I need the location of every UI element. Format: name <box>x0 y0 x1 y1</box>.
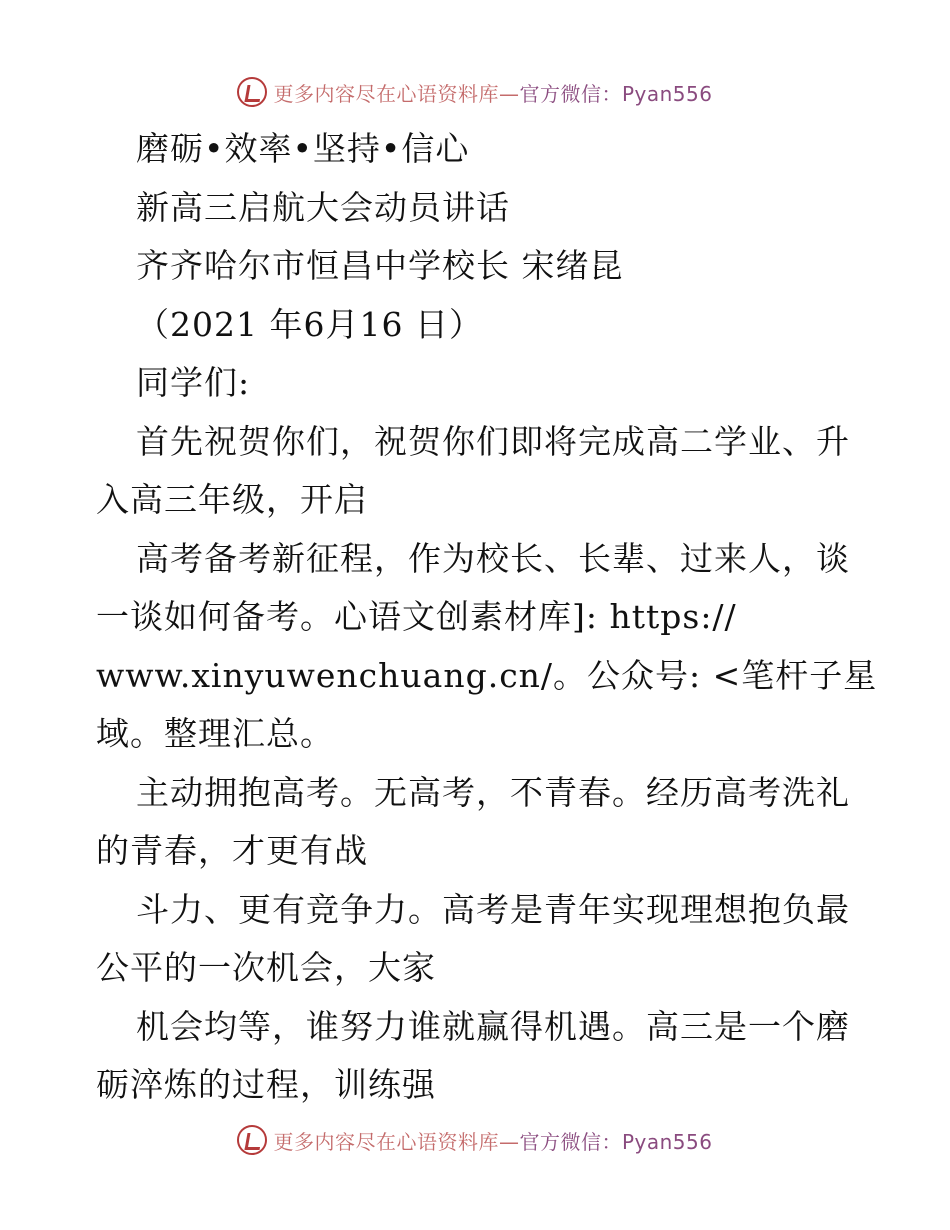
footer-watermark-banner <box>0 1120 950 1160</box>
title-line: 磨砺•效率•坚持•信心 <box>136 129 470 168</box>
paragraph-line: 砺淬炼的过程，训练强 <box>96 1065 436 1104</box>
paragraph-line: 公平的一次机会，大家 <box>96 948 436 987</box>
paragraph-line: 域。整理汇总。 <box>96 714 334 753</box>
paragraph-line: 主动拥抱高考。无高考，不青春。经历高考洗礼 <box>136 772 850 812</box>
paragraph-line: 机会均等，谁努力谁就赢得机遇。高三是一个磨 <box>136 1006 850 1046</box>
paragraph-line: 入高三年级，开启 <box>96 480 368 519</box>
header-watermark-banner <box>0 72 950 112</box>
paragraph-line: 一谈如何备考。心语文创素材库]: https:// <box>96 597 737 636</box>
banner-wechat: 官方微信：Pyan556 <box>519 81 713 106</box>
paragraph-line: 斗力、更有竞争力。高考是青年实现理想抱负最 <box>136 889 850 929</box>
paragraph-line: 首先祝贺你们，祝贺你们即将完成高二学业、升 <box>136 421 850 461</box>
date-line: （2021 年6月16 日） <box>136 304 483 344</box>
banner-text: 更多内容尽在心语资料库— <box>273 1129 520 1154</box>
banner-wechat: 官方微信：Pyan556 <box>519 1129 713 1154</box>
author-line: 齐齐哈尔市恒昌中学校长 宋绪昆 <box>136 246 624 285</box>
salutation-line: 同学们: <box>136 363 251 402</box>
url-line: www.xinyuwenchuang.cn/。公众号: <笔杆子星 <box>96 655 878 695</box>
paragraph-line: 高考备考新征程，作为校长、长辈、过来人，谈 <box>136 538 850 578</box>
pen-logo-icon <box>237 77 267 107</box>
pen-logo-icon <box>237 1125 267 1155</box>
paragraph-line: 的青春，才更有战 <box>96 831 368 870</box>
document-body <box>96 120 878 1115</box>
banner-text: 更多内容尽在心语资料库— <box>273 81 520 106</box>
subtitle-line: 新高三启航大会动员讲话 <box>136 187 510 227</box>
